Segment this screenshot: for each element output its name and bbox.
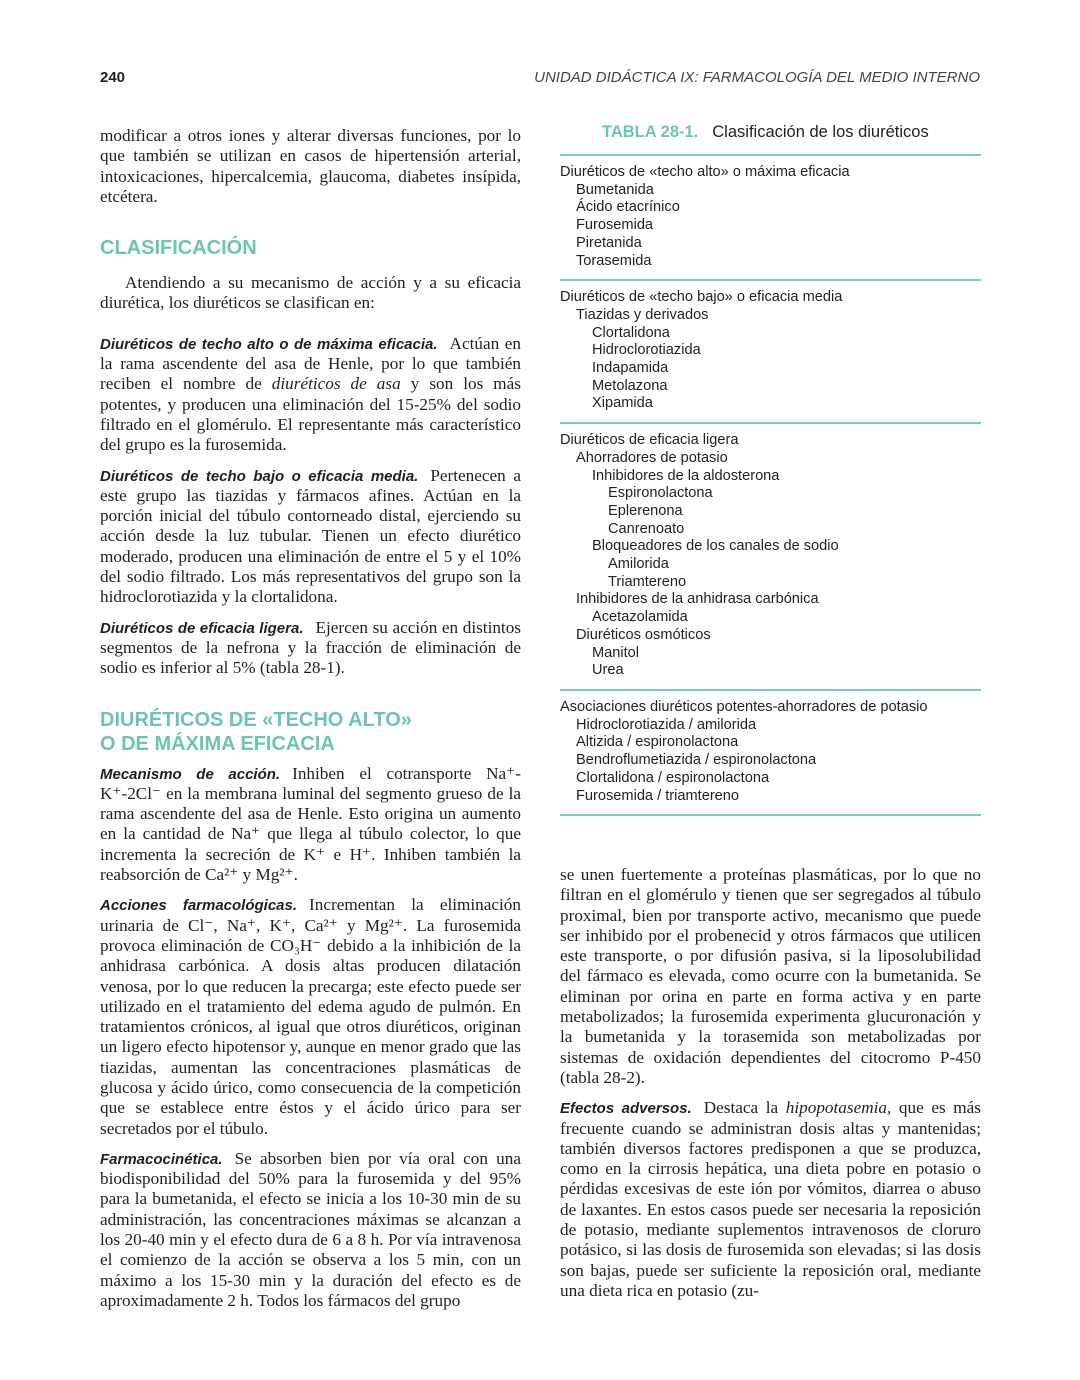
paragraph-lead: Diuréticos de eficacia ligera. bbox=[100, 619, 304, 637]
table-group bbox=[560, 279, 981, 422]
table-row: Urea bbox=[592, 662, 624, 679]
paragraph-farmacocinetica bbox=[100, 1149, 521, 1311]
table-row: Metolazona bbox=[592, 377, 668, 394]
table-row: Bumetanida bbox=[576, 181, 654, 198]
paragraph-text: Incrementan la eliminación urinaria de Cl⁻, Na⁺, K⁺, Ca²⁺ y Mg²⁺. La furosemida provoca eliminación de CO₃H⁻ debido a la inhibición de la anhidrasa carbónica. A dosis altas producen dilatación venosa, por lo que reducen la precarga; este efecto puede ser utilizado en el tratamiento del edema agudo de pulmón. En tratamientos crónicos, al igual que otros diuréticos, originan un ligero efecto hipotensor y, aunque en menor grado que las tiazidas, aumentan las concentraciones plasmáticas de glucosa y ácido úrico, como consecuencia de la competición que se establece entre éstos y el ácido úrico para ser secretados por el túbulo. bbox=[100, 895, 521, 1138]
table-row: Espironolactona bbox=[608, 485, 713, 502]
left-column bbox=[100, 126, 521, 1311]
table-row: Ahorradores de potasio bbox=[576, 449, 728, 466]
paragraph-techo-bajo bbox=[100, 466, 521, 608]
paragraph-eficacia-ligera bbox=[100, 618, 521, 679]
table-row: Bloqueadores de los canales de sodio bbox=[592, 538, 839, 555]
table-bottom-rule bbox=[560, 814, 981, 816]
italic-term: hipopotasemia, bbox=[785, 1098, 892, 1118]
table-row: Torasemida bbox=[576, 252, 652, 269]
table-row: Tiazidas y derivados bbox=[576, 306, 709, 323]
table-row: Furosemida bbox=[576, 217, 654, 234]
table-row: Bendroflumetiazida / espironolactona bbox=[576, 752, 817, 769]
paragraph-mecanismo bbox=[100, 764, 521, 886]
paragraph-efectos-adversos bbox=[560, 1098, 981, 1301]
table-group-heading: Diuréticos de «techo bajo» o eficacia media bbox=[560, 289, 843, 306]
paragraph-text: Inhiben el cotransporte Na⁺-K⁺-2Cl⁻ en la membrana luminal del segmento grueso de la rama ascendente del asa de Henle. Esto origina un aumento en la cantidad de Na⁺ que llega al túbulo colector, lo que incrementa la secreción de K⁺ e H⁺. Inhiben también la reabsorción de Ca²⁺ y Mg²⁺. bbox=[100, 763, 521, 885]
paragraph-text: y son los más potentes, y producen una eliminación del 15-25% del sodio filtrado en el glomérulo. El representante más característico del grupo es la furosemida. bbox=[100, 374, 521, 455]
table-group-heading: Diuréticos de eficacia ligera bbox=[560, 432, 739, 449]
table-row: Piretanida bbox=[576, 234, 642, 251]
table-row: Canrenoato bbox=[608, 520, 685, 537]
paragraph-text: Se absorben bien por vía oral con una biodisponibilidad del 50% para la furosemida y del 95% para la bumetanida, el efecto se inicia a los 10-30 min de su administración, las concentraciones máximas se alcanzan a los 20-40 min y el efecto dura de 6 a 8 h. Por vía intravenosa el comienzo de la acción se observa a los 5 min, con un máximo a los 15-30 min y la duración del efecto es de aproximadamente 2 h. Todos los fármacos del grupo bbox=[100, 1148, 521, 1310]
table-row: Inhibidores de la aldosterona bbox=[592, 467, 780, 484]
continuation-paragraph: se unen fuertemente a proteínas plasmáticas, por lo que no filtran en el glomérulo y tienen que ser segregados al túbulo proximal, bien por transporte activo, mecanismo que puede ser inhibido por el probenecid y otros fármacos que utilicen este transporte, o por difusión pasiva, si la liposolubilidad del fármaco es elevada, como ocurre con la bumetanida. Se eliminan por orina en parte en forma activa y en parte metabolizados; la furosemida experimenta glucuronación y la bumetanida y la torasemida son metabolizadas por sistemas de oxidación dependientes del citocromo P-450 (tabla 28-2). bbox=[560, 865, 981, 1087]
paragraph-lead: Mecanismo de acción. bbox=[100, 765, 281, 783]
paragraph-acciones bbox=[100, 895, 521, 1139]
heading-line: O DE MÁXIMA EFICACIA bbox=[100, 732, 335, 755]
paragraph-lead: Farmacocinética. bbox=[100, 1150, 223, 1168]
table-group-heading: Diuréticos de «techo alto» o máxima eficacia bbox=[560, 164, 850, 180]
paragraph-lead: Acciones farmacológicas. bbox=[100, 897, 298, 915]
table-row: Hidroclorotiazida bbox=[592, 342, 701, 359]
paragraph-lead: Diuréticos de techo alto o de máxima eficacia. bbox=[100, 335, 438, 353]
paragraph-lead: Diuréticos de techo bajo o eficacia media. bbox=[100, 467, 419, 485]
table-row: Triamtereno bbox=[608, 573, 687, 590]
clasificacion-intro: Atendiendo a su mecanismo de acción y a su eficacia diurética, los diuréticos se clasifican en: bbox=[100, 273, 521, 313]
table-body bbox=[560, 154, 981, 816]
right-column bbox=[560, 865, 981, 1301]
paragraph-techo-alto bbox=[100, 334, 521, 456]
table-row: Diuréticos osmóticos bbox=[576, 626, 711, 643]
table-row: Hidroclorotiazida / amilorida bbox=[576, 716, 757, 733]
heading-clasificacion: CLASIFICACIÓN bbox=[100, 237, 257, 260]
table-group-heading: Asociaciones diuréticos potentes-ahorradores de potasio bbox=[560, 698, 928, 715]
table-row: Acetazolamida bbox=[592, 609, 688, 626]
table-row: Furosemida / triamtereno bbox=[576, 787, 740, 804]
table-row: Manitol bbox=[592, 644, 640, 661]
running-title: UNIDAD DIDÁCTICA IX: FARMACOLOGÍA DEL MEDIO INTERNO bbox=[534, 69, 980, 86]
heading-line: DIURÉTICOS DE «TECHO ALTO» bbox=[100, 708, 412, 731]
table-28-1 bbox=[560, 124, 981, 816]
paragraph-text: Pertenecen a este grupo las tiazidas y fármacos afines. Actúan en la porción inicial del túbulo contorneado distal, ejerciendo su acción desde la luz tubular. Tienen un efecto diurético moderado, producen una eliminación de entre el 5 y el 10% del sodio filtrado. Los más representativos del grupo son la hidroclorotiazida y la clortalidona. bbox=[100, 465, 521, 607]
paragraph-text: Destaca la bbox=[703, 1098, 786, 1118]
table-row: Clortalidona bbox=[592, 324, 670, 341]
table-group bbox=[560, 689, 981, 814]
table-row: Altizida / espironolactona bbox=[576, 734, 739, 751]
table-caption bbox=[560, 124, 981, 154]
table-row: Indapamida bbox=[592, 360, 669, 377]
table-group bbox=[560, 422, 981, 689]
table-row: Clortalidona / espironolactona bbox=[576, 769, 770, 786]
table-title: Clasificación de los diuréticos bbox=[712, 123, 929, 141]
heading-techo-alto bbox=[100, 708, 521, 756]
italic-term: diuréticos de asa bbox=[271, 374, 401, 394]
paragraph-text: Ejercen su acción en distintos segmentos de la nefrona y la fracción de eliminación de sodio es inferior al 5% (tabla 28-1). bbox=[100, 617, 521, 678]
intro-paragraph: modificar a otros iones y alterar diversas funciones, por lo que también se utilizan en casos de hipertensión arterial, intoxicaciones, hipercalcemia, glaucoma, diabetes insípida, etcétera. bbox=[100, 126, 521, 206]
table-group bbox=[560, 154, 981, 279]
paragraph-text: Actúan en la rama ascendente del asa de Henle, por lo que también reciben el nombre de bbox=[100, 333, 521, 394]
table-number: TABLA 28-1. bbox=[602, 123, 699, 141]
table-row: Xipamida bbox=[592, 395, 653, 412]
table-row: Eplerenona bbox=[608, 502, 683, 519]
table-row: Inhibidores de la anhidrasa carbónica bbox=[576, 591, 819, 608]
page-number: 240 bbox=[100, 69, 126, 86]
table-row: Ácido etacrínico bbox=[576, 199, 680, 216]
table-row: Amilorida bbox=[608, 556, 669, 573]
paragraph-text: que es más frecuente cuando se administran dosis altas y mantenidas; también diversos factores predisponen a que se produzca, como en la cirrosis hepática, una dieta pobre en potasio o pérdidas excesivas de este ión por vómitos, diarrea o abuso de laxantes. En estos casos puede ser necesaria la reposición de potasio, mediante suplementos intravenosos de cloruro potásico, si las dosis de furosemida son elevadas; si las dosis son bajas, puede ser suficiente la reposición oral, mediante una dieta rica en potasio (zu- bbox=[560, 1098, 981, 1300]
paragraph-lead: Efectos adversos. bbox=[560, 1100, 692, 1118]
